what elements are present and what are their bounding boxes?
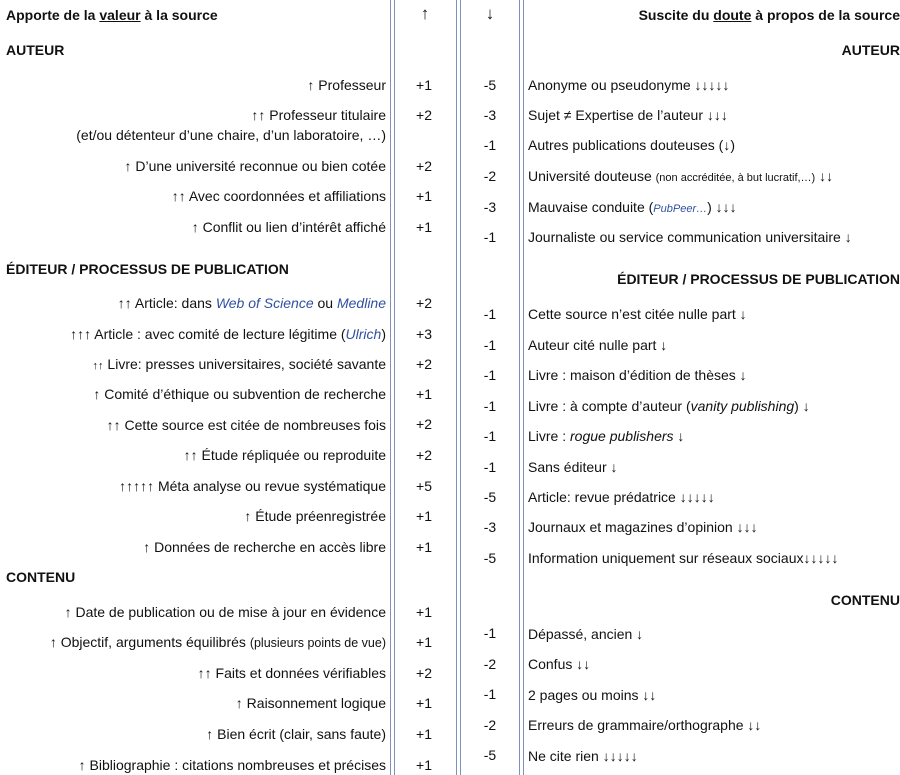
right-item: Auteur cité nulle part ↓ (528, 337, 668, 353)
right-item: Sujet ≠ Expertise de l’auteur ↓↓↓ (528, 107, 728, 123)
left-score: +1 (416, 77, 432, 93)
left-item: ↑↑ Livre: presses universitaires, société savante (92, 356, 386, 372)
left-item: ↑↑ Faits et données vérifiables (197, 665, 386, 681)
left-score: +1 (416, 508, 432, 524)
left-item: ↑ Bien écrit (clair, sans faute) (206, 726, 386, 742)
left-item: ↑ Raisonnement logique (235, 695, 386, 711)
right-score: -1 (483, 337, 497, 353)
right-score: -3 (483, 199, 497, 215)
left-score: +1 (416, 726, 432, 742)
left-item: ↑ Date de publication ou de mise à jour en évidence (64, 604, 386, 620)
divider-line (460, 0, 461, 775)
section-title-editeur-left: ÉDITEUR / PROCESSUS DE PUBLICATION (6, 261, 289, 277)
right-item: Cette source n’est citée nulle part ↓ (528, 306, 747, 322)
right-item: 2 pages ou moins ↓↓ (528, 687, 657, 703)
left-item: ↑↑↑ Article : avec comité de lecture légitime (Ulrich) (70, 326, 386, 342)
right-item: Information uniquement sur réseaux sociaux↓↓↓↓↓ (528, 550, 839, 566)
right-score: -5 (483, 77, 497, 93)
left-item: ↑ Bibliographie : citations nombreuses et précises (78, 757, 386, 773)
left-score: +2 (416, 356, 432, 372)
divider-line (519, 0, 520, 775)
section-title-contenu-right: CONTENU (830, 592, 900, 608)
right-item: Journaliste ou service communication universitaire ↓ (528, 229, 852, 245)
right-item: Journaux et magazines d’opinion ↓↓↓ (528, 519, 758, 535)
right-item: Sans éditeur ↓ (528, 459, 618, 475)
right-score: -5 (483, 489, 497, 505)
right-item: Autres publications douteuses (↓) (528, 137, 735, 153)
divider-line (390, 0, 391, 775)
left-score: +1 (416, 219, 432, 235)
section-title-auteur-right: AUTEUR (841, 42, 900, 58)
right-score: -5 (483, 550, 497, 566)
left-score: +2 (416, 416, 432, 432)
right-item: Confus ↓↓ (528, 656, 591, 672)
left-item: ↑↑ Étude répliquée ou reproduite (183, 447, 386, 463)
left-item-detail: (et/ou détenteur d’une chaire, d’un laboratoire, …) (76, 127, 386, 143)
left-score: +3 (416, 326, 432, 342)
left-score: +1 (416, 604, 432, 620)
section-title-auteur-left: AUTEUR (6, 42, 65, 58)
right-score: -3 (483, 519, 497, 535)
left-item: ↑ Objectif, arguments équilibrés (plusieurs points de vue) (49, 634, 386, 650)
right-item: Anonyme ou pseudonyme ↓↓↓↓↓ (528, 77, 730, 93)
right-score: -1 (483, 229, 497, 245)
left-column-header: Apporte de la valeur à la source (6, 7, 218, 23)
right-item: Mauvaise conduite (PubPeer…) ↓↓↓ (528, 199, 737, 215)
right-item: Livre : à compte d’auteur (vanity publishing) ↓ (528, 398, 810, 414)
right-score: -5 (483, 747, 497, 763)
right-item: Article: revue prédatrice ↓↓↓↓↓ (528, 489, 715, 505)
left-score: +1 (416, 188, 432, 204)
right-score: -2 (483, 717, 497, 733)
left-item: ↑↑ Professeur titulaire (251, 107, 386, 123)
right-score: -1 (483, 306, 497, 322)
right-score: -1 (483, 398, 497, 414)
divider-line (394, 0, 395, 775)
left-item: ↑↑ Avec coordonnées et affiliations (171, 188, 386, 204)
right-score: -1 (483, 137, 497, 153)
left-item: ↑ Étude préenregistrée (244, 508, 386, 524)
left-item: ↑↑↑↑↑ Méta analyse ou revue systématique (119, 478, 386, 494)
section-title-contenu-left: CONTENU (6, 569, 76, 585)
right-item: Dépassé, ancien ↓ (528, 626, 644, 642)
right-score: -1 (483, 367, 497, 383)
right-item: Université douteuse (non accréditée, à but lucratif,…) ↓↓ (528, 168, 834, 184)
left-item: ↑ D’une université reconnue ou bien cotée (124, 158, 386, 174)
left-score: +2 (416, 447, 432, 463)
left-item: ↑ Données de recherche en accès libre (143, 539, 386, 555)
right-score: -2 (483, 168, 497, 184)
divider-line (523, 0, 524, 775)
left-score: +2 (416, 158, 432, 174)
left-item: ↑ Professeur (307, 77, 386, 93)
down-arrow-icon: ↓ (485, 4, 495, 23)
right-score: -2 (483, 656, 497, 672)
left-score: +5 (416, 478, 432, 494)
left-score: +1 (416, 757, 432, 773)
left-score: +1 (416, 386, 432, 402)
right-score: -1 (483, 428, 497, 444)
right-score: -1 (483, 459, 497, 475)
left-score: +1 (416, 634, 432, 650)
left-score: +1 (416, 539, 432, 555)
right-score: -1 (483, 625, 497, 641)
right-score: -3 (483, 107, 497, 123)
left-item: ↑↑ Article: dans Web of Science ou Medline (117, 295, 386, 311)
right-score: -1 (483, 686, 497, 702)
left-score: +1 (416, 695, 432, 711)
left-score: +2 (416, 665, 432, 681)
left-score: +2 (416, 107, 432, 123)
right-column-header: Suscite du doute à propos de la source (638, 7, 900, 23)
right-item: Livre : rogue publishers ↓ (528, 428, 685, 444)
left-item: ↑ Comité d’éthique ou subvention de recherche (93, 386, 386, 402)
left-item: ↑ Conflit ou lien d’intérêt affiché (191, 219, 386, 235)
left-item: ↑↑ Cette source est citée de nombreuses fois (106, 417, 386, 433)
divider-line (456, 0, 457, 775)
left-score: +2 (416, 295, 432, 311)
right-item: Ne cite rien ↓↓↓↓↓ (528, 748, 638, 764)
up-arrow-icon: ↑ (420, 4, 430, 23)
right-item: Erreurs de grammaire/orthographe ↓↓ (528, 717, 762, 733)
right-item: Livre : maison d’édition de thèses ↓ (528, 367, 747, 383)
section-title-editeur-right: ÉDITEUR / PROCESSUS DE PUBLICATION (617, 271, 900, 287)
